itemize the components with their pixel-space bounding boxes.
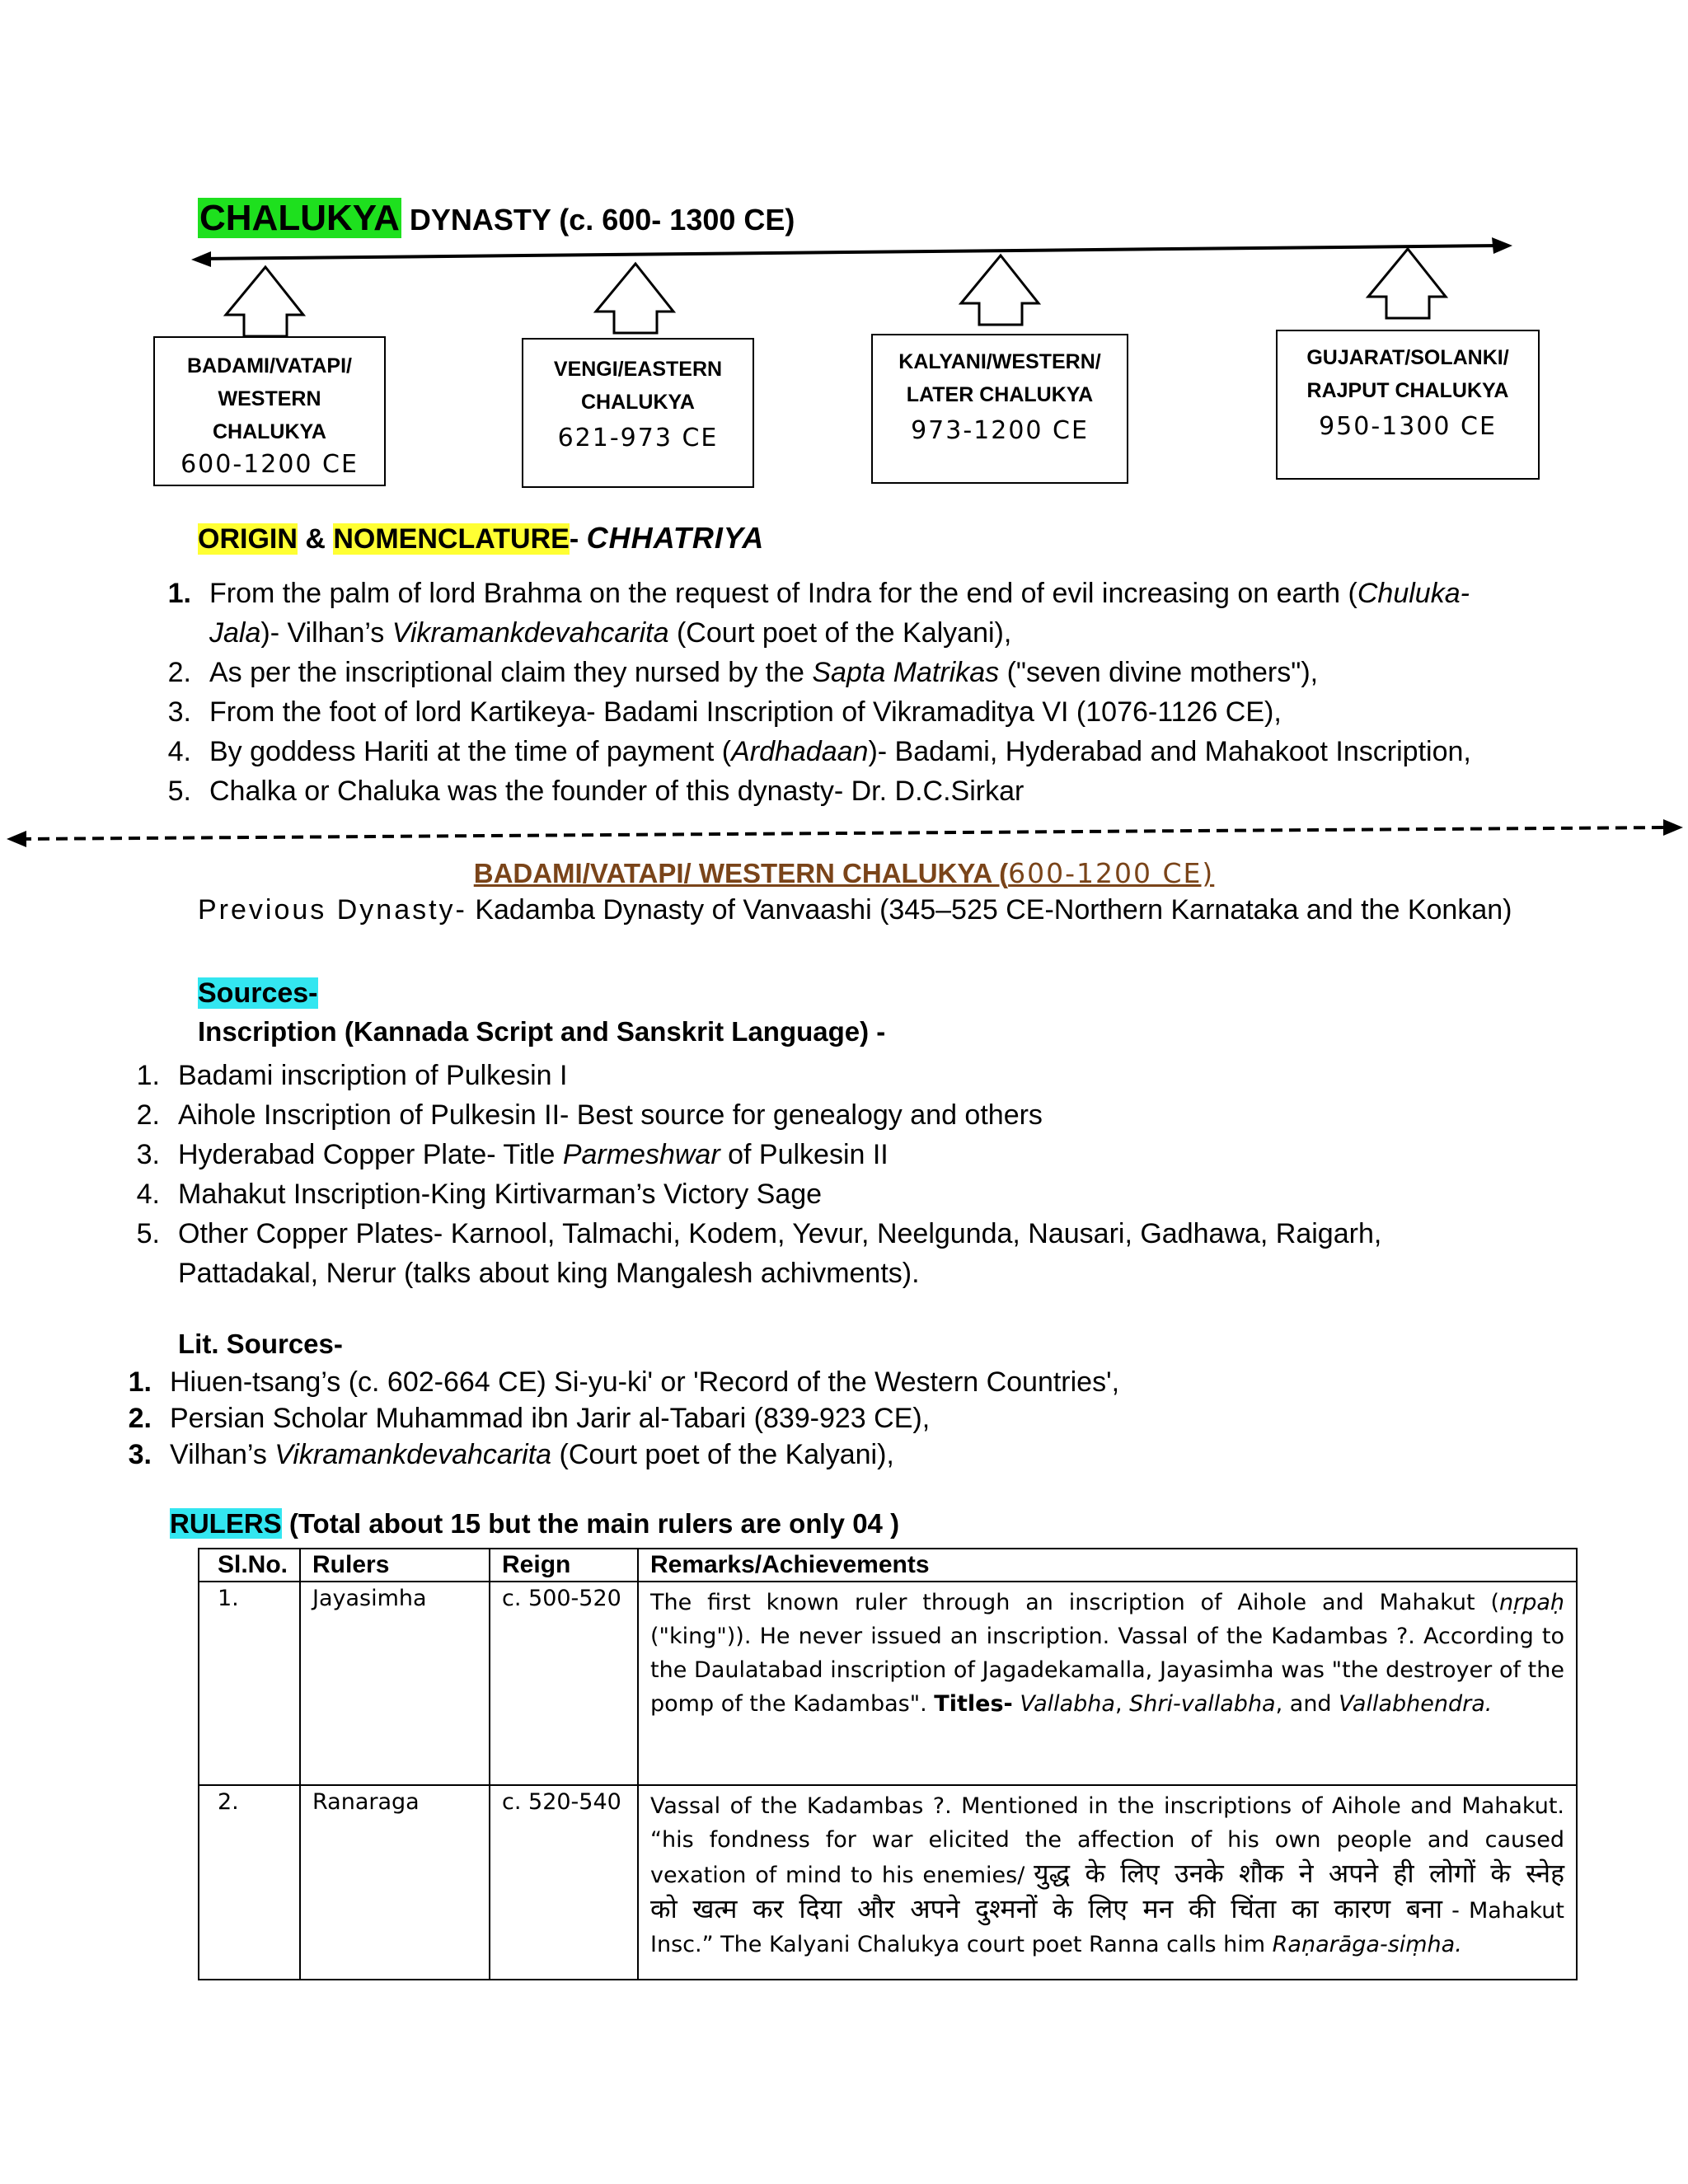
timeline-arrowhead-left bbox=[191, 251, 211, 267]
list-text bbox=[170, 1364, 1434, 1400]
italic-text: Sapta Matrikas bbox=[812, 657, 1000, 688]
section-heading bbox=[0, 857, 1688, 889]
list-item bbox=[157, 653, 1492, 692]
text-run: As per the inscriptional claim they nursed by the bbox=[209, 657, 813, 688]
branch-label-line: CHALUKYA bbox=[581, 391, 695, 414]
sources-heading bbox=[198, 977, 318, 1010]
origin-amp: & bbox=[297, 523, 334, 555]
previous-dynasty bbox=[198, 894, 1512, 926]
title-highlight: CHALUKYA bbox=[199, 198, 400, 238]
text-run: )- Badami, Hyderabad and Mahakoot Inscription, bbox=[868, 736, 1471, 767]
rulers-heading bbox=[170, 1508, 899, 1540]
list-item bbox=[125, 1095, 1411, 1135]
list-item bbox=[115, 1364, 1434, 1400]
branch-box-kalyani bbox=[871, 334, 1128, 484]
column-header: Sl.No. bbox=[199, 1549, 300, 1582]
list-number: 1. bbox=[136, 1060, 160, 1091]
list-number: 5. bbox=[136, 1218, 160, 1249]
branch-box-badami bbox=[153, 336, 386, 486]
list-text bbox=[178, 1095, 1411, 1135]
list-text bbox=[178, 1214, 1411, 1293]
timeline-line bbox=[202, 246, 1500, 259]
column-header: Rulers bbox=[300, 1549, 490, 1582]
list-number: 5. bbox=[167, 776, 191, 807]
text-run: Aihole Inscription of Pulkesin II- Best source for genealogy and others bbox=[178, 1099, 1043, 1131]
sl-cell: 1. bbox=[199, 1582, 300, 1785]
nomenclature-label: NOMENCLATURE bbox=[333, 523, 570, 555]
italic-text: nṛpaḥ bbox=[1498, 1590, 1564, 1615]
inscription-heading: Inscription (Kannada Script and Sanskrit Language) - bbox=[198, 1016, 886, 1047]
italic-text: Vikramankdevahcarita bbox=[274, 1439, 552, 1470]
origin-label: ORIGIN bbox=[198, 523, 298, 555]
text-run: युद्ध के लिए उनके शौक ने अपने ही लोगों के स्नेह को खत्म कर दिया और अपने दुश्मनों के लिए मन की चिंता का कारण बना bbox=[650, 1858, 1578, 1924]
list-item bbox=[125, 1056, 1411, 1095]
bold-text: Titles- bbox=[934, 1691, 1013, 1717]
list-text bbox=[209, 692, 1492, 732]
column-header: Reign bbox=[490, 1549, 638, 1582]
text-run: (Court poet of the Kalyani), bbox=[668, 617, 1012, 649]
list-item bbox=[115, 1436, 1434, 1473]
branch-label-line: CHALUKYA bbox=[213, 420, 326, 443]
italic-text: Parmeshwar bbox=[562, 1139, 720, 1170]
branch-arrow-2 bbox=[596, 264, 673, 333]
list-text bbox=[178, 1174, 1411, 1214]
text-run: From the foot of lord Kartikeya- Badami Inscription of Vikramaditya VI (1076-1126 CE), bbox=[209, 696, 1282, 728]
inscription-list bbox=[125, 1056, 1411, 1293]
lit-sources-list bbox=[115, 1364, 1434, 1473]
italic-text: Raṇarāga-siṃha. bbox=[1272, 1932, 1462, 1957]
branch-label-line: VENGI/EASTERN bbox=[553, 358, 723, 381]
text-run: ("king")). He never issued an inscription. Vassal of the Kadambas ?. According to the Daulatabad inscription of Jagadekamalla, Jayasimha was "the destroyer of the pomp of the Kadambas". bbox=[650, 1590, 1572, 1717]
italic-text: Ardhadaan bbox=[731, 736, 869, 767]
italic-text: Chuluka-Jala bbox=[209, 578, 1470, 649]
lit-sources-heading: Lit. Sources- bbox=[178, 1329, 343, 1359]
remarks-cell bbox=[638, 1785, 1577, 1980]
text-run: (Court poet of the Kalyani), bbox=[551, 1439, 894, 1470]
text-run: By goddess Hariti at the time of payment ( bbox=[209, 736, 732, 767]
list-number: 3. bbox=[136, 1139, 160, 1170]
list-text bbox=[170, 1400, 1434, 1436]
list-text bbox=[209, 771, 1492, 811]
list-text bbox=[209, 653, 1492, 692]
remarks-cell bbox=[638, 1582, 1577, 1785]
previous-dynasty-label: Previous Dynasty- bbox=[198, 894, 467, 926]
text-run: of Pulkesin II bbox=[720, 1139, 889, 1170]
list-text bbox=[209, 574, 1492, 653]
section-heading-text: BADAMI/VATAPI/ WESTERN CHALUKYA ( bbox=[473, 858, 1009, 888]
branch-arrow-4 bbox=[1368, 249, 1446, 318]
branch-label-line: BADAMI/VATAPI/ bbox=[187, 354, 352, 377]
list-text bbox=[178, 1056, 1411, 1095]
italic-text: Vikramankdevahcarita bbox=[392, 617, 669, 649]
text-run: )- Vilhan’s bbox=[260, 617, 392, 649]
rulers-table bbox=[198, 1548, 1578, 1980]
table-row bbox=[199, 1785, 1577, 1980]
text-run: Mahakut Inscription-King Kirtivarman’s Victory Sage bbox=[178, 1179, 823, 1210]
list-text bbox=[178, 1135, 1411, 1174]
branch-label-line: WESTERN bbox=[218, 387, 321, 410]
title-rest: DYNASTY (c. 600- 1300 CE) bbox=[409, 203, 795, 237]
text-run: Persian Scholar Muhammad ibn Jarir al-Tabari (839-923 CE), bbox=[170, 1403, 931, 1434]
text-run: Hyderabad Copper Plate- Title bbox=[178, 1139, 563, 1170]
origin-subtitle: CHHATRIYA bbox=[586, 521, 765, 555]
timeline-arrowhead-right bbox=[1492, 237, 1512, 254]
list-number: 2. bbox=[167, 657, 191, 688]
list-item bbox=[157, 574, 1492, 653]
branch-label-line: GUJARAT/SOLANKI/ bbox=[1306, 346, 1509, 369]
rulers-note: (Total about 15 but the main rulers are only 04 ) bbox=[281, 1508, 900, 1539]
ruler-cell: Jayasimha bbox=[300, 1582, 490, 1785]
italic-text: Shri-vallabha bbox=[1129, 1691, 1276, 1717]
divider-arrowhead-right bbox=[1663, 819, 1683, 836]
branch-years: 950-1300 CE bbox=[1319, 412, 1497, 441]
branch-label-line: LATER CHALUKYA bbox=[906, 383, 1094, 406]
branch-label-line: KALYANI/WESTERN/ bbox=[898, 350, 1101, 373]
origin-heading bbox=[198, 521, 764, 555]
list-item bbox=[115, 1400, 1434, 1436]
italic-text: Vallabha bbox=[1020, 1691, 1115, 1717]
branch-arrow-1 bbox=[226, 267, 303, 336]
text-run: - Mahakut Insc.” The Kalyani Chalukya court poet Ranna calls him bbox=[650, 1898, 1572, 1957]
sl-cell: 2. bbox=[199, 1785, 300, 1980]
branch-arrow-3 bbox=[961, 255, 1039, 325]
list-item bbox=[157, 692, 1492, 732]
table-header-row bbox=[199, 1549, 1577, 1582]
ruler-cell: Ranaraga bbox=[300, 1785, 490, 1980]
list-number: 4. bbox=[167, 736, 191, 767]
list-number: 1. bbox=[167, 578, 191, 609]
branch-years: 600-1200 CE bbox=[181, 450, 359, 479]
list-number: 4. bbox=[136, 1179, 160, 1210]
list-item bbox=[125, 1214, 1411, 1293]
branch-box-vengi bbox=[522, 338, 754, 488]
section-divider bbox=[0, 816, 1688, 849]
reign-cell: c. 500-520 bbox=[490, 1582, 638, 1785]
list-item bbox=[125, 1174, 1411, 1214]
column-header: Remarks/Achievements bbox=[638, 1549, 1577, 1582]
origin-list bbox=[157, 574, 1492, 811]
text-run: The first known ruler through an inscription of Aihole and Mahakut ( bbox=[650, 1590, 1499, 1615]
branch-years: 973-1200 CE bbox=[911, 416, 1089, 445]
text-run: , and bbox=[1275, 1691, 1339, 1717]
text-run: Hiuen-tsang’s (c. 602-664 CE) Si-yu-ki' or 'Record of the Western Countries', bbox=[170, 1366, 1120, 1398]
rulers-label: RULERS bbox=[170, 1508, 282, 1539]
text-run: ("seven divine mothers"), bbox=[999, 657, 1319, 688]
text-run: From the palm of lord Brahma on the request of Indra for the end of evil increasing on earth ( bbox=[209, 578, 1357, 609]
list-number: 3. bbox=[167, 696, 191, 728]
list-item bbox=[125, 1135, 1411, 1174]
text-run: Other Copper Plates- Karnool, Talmachi, Kodem, Yevur, Neelgunda, Nausari, Gadhawa, Raigarh, Pattadakal, Nerur (talks about king Mangalesh achivments). bbox=[178, 1218, 1390, 1289]
origin-dash: - bbox=[569, 523, 587, 555]
branch-years: 621-973 CE bbox=[557, 424, 719, 452]
list-item bbox=[157, 771, 1492, 811]
divider-dashed-line bbox=[20, 827, 1669, 839]
sources-label: Sources- bbox=[198, 977, 318, 1009]
text-run: Badami inscription of Pulkesin I bbox=[178, 1060, 568, 1091]
list-item bbox=[157, 732, 1492, 771]
list-text bbox=[209, 732, 1492, 771]
list-text bbox=[170, 1436, 1434, 1473]
list-number: 3. bbox=[128, 1439, 152, 1470]
divider-arrowhead-left bbox=[7, 831, 26, 847]
text-run: Vassal of the Kadambas ?. Mentioned in the inscriptions of Aihole and Mahakut. “his fondness for war elicited the affection of his own people and caused vexation of mind to his enemies/ bbox=[650, 1793, 1572, 1888]
italic-text: Vallabhendra. bbox=[1339, 1691, 1493, 1717]
table-row bbox=[199, 1582, 1577, 1785]
text-run: , bbox=[1114, 1691, 1130, 1717]
list-number: 2. bbox=[136, 1099, 160, 1131]
branch-box-gujarat bbox=[1276, 330, 1540, 480]
reign-cell: c. 520-540 bbox=[490, 1785, 638, 1980]
text-run: Vilhan’s bbox=[170, 1439, 275, 1470]
list-number: 1. bbox=[128, 1366, 152, 1398]
list-number: 2. bbox=[128, 1403, 152, 1434]
section-heading-years: 600-1200 CE) bbox=[1008, 857, 1215, 889]
branch-label-line: RAJPUT CHALUKYA bbox=[1306, 379, 1509, 402]
text-run: Chalka or Chaluka was the founder of this dynasty- Dr. D.C.Sirkar bbox=[209, 776, 1025, 807]
previous-dynasty-text: Kadamba Dynasty of Vanvaashi (345–525 CE-Northern Karnataka and the Konkan) bbox=[467, 894, 1512, 926]
